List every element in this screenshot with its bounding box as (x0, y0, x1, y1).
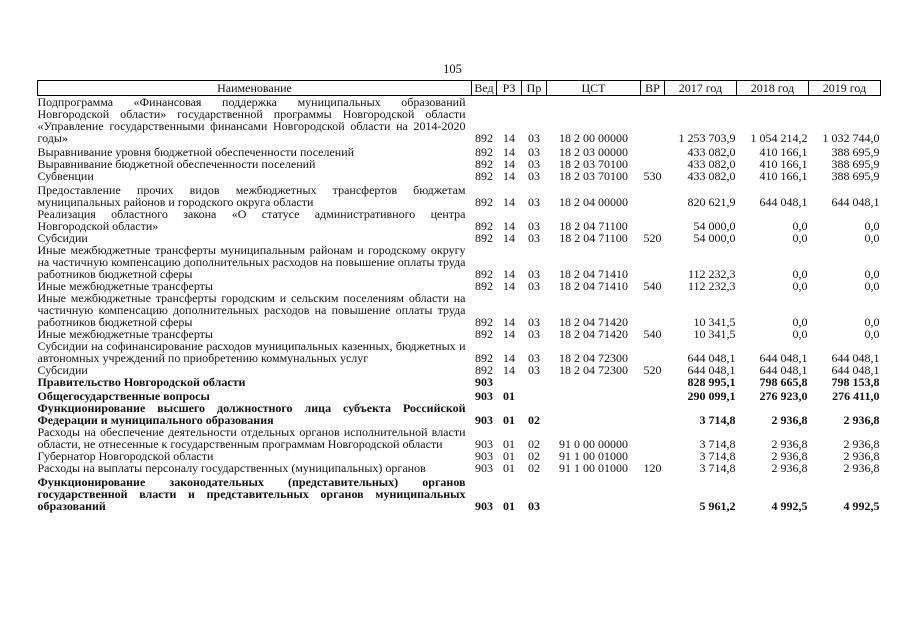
row-rz: 14 (503, 231, 515, 245)
row-name: Иные межбюджетные трансферты (37, 327, 213, 341)
row-rz: 14 (503, 195, 515, 209)
row-value-2019: 0,0 (864, 279, 880, 293)
row-value-2018: 0,0 (792, 231, 808, 245)
row-value-2019: 0,0 (864, 315, 880, 329)
header-ved: Вед (472, 81, 497, 96)
row-ved: 892 (475, 327, 493, 341)
row-value-2017: 10 341,5 (693, 327, 736, 341)
row-cst (547, 402, 641, 426)
row-value-2018: 644 048,1 (759, 195, 808, 209)
row-value-2017: 3 714,8 (699, 413, 736, 427)
row-name: Субвенции (37, 169, 94, 183)
row-name: Иные межбюджетные трансферты городским и сельским поселениям области на частичную компенсацию дополнительных расходов на повышение оплаты труда работников бюджетной сферы (37, 291, 466, 329)
row-name: Субсидии на софинансирование расходов муниципальных казенных, бюджетных и автономных учреждений по приобретению коммунальных услуг (37, 339, 466, 365)
row-pr (522, 376, 547, 388)
row-rz: 14 (503, 219, 515, 233)
row-cst: 91 0 00 00000 (559, 437, 628, 451)
row-value-2017: 644 048,1 (687, 363, 736, 377)
row-rz: 01 (503, 389, 515, 403)
row-vr (641, 144, 665, 158)
row-value-2017: 3 714,8 (699, 437, 736, 451)
header-pr: Пр (522, 81, 547, 96)
header-rz: РЗ (497, 81, 522, 96)
page-number: 105 (443, 62, 462, 76)
row-ved: 892 (475, 169, 493, 183)
row-vr (641, 182, 665, 208)
row-value-2017: 1 253 703,9 (678, 131, 736, 145)
row-rz: 14 (503, 169, 515, 183)
row-name: Субсидии (37, 363, 88, 377)
row-name: Расходы на выплаты персоналу государственных (муниципальных) органов (37, 461, 426, 475)
row-pr: 03 (528, 169, 540, 183)
row-ved: 903 (475, 449, 493, 463)
row-value-2019: 0,0 (864, 327, 880, 341)
row-pr: 03 (528, 145, 540, 159)
row-name: Предоставление прочих видов межбюджетных трансфертов бюджетам муниципальных районов и городского округа области (37, 183, 466, 209)
row-ved: 903 (475, 499, 493, 513)
row-vr: 530 (643, 169, 662, 183)
row-pr: 02 (528, 449, 540, 463)
row-ved: 892 (475, 315, 493, 329)
row-pr (522, 388, 547, 402)
row-ved: 903 (475, 389, 493, 403)
row-rz: 01 (503, 449, 515, 463)
row-ved: 892 (475, 231, 493, 245)
table-row (38, 376, 881, 388)
row-vr: 520 (643, 231, 662, 245)
row-pr: 03 (528, 499, 540, 513)
row-value-2019: 388 695,9 (831, 157, 880, 171)
row-value-2017: 644 048,1 (687, 351, 736, 365)
row-vr: 520 (643, 363, 662, 377)
row-value-2019: 0,0 (864, 267, 880, 281)
row-value-2017: 433 082,0 (687, 145, 736, 159)
row-ved: 892 (475, 157, 493, 171)
row-value-2019: 2 936,8 (843, 449, 880, 463)
row-pr: 02 (528, 413, 540, 427)
row-rz: 14 (503, 157, 515, 171)
row-ved: 892 (475, 363, 493, 377)
row-pr: 03 (528, 351, 540, 365)
row-name: Правительство Новгородской области (37, 375, 246, 389)
row-value-2019: 276 411,0 (832, 389, 880, 403)
row-value-2018: 2 936,8 (771, 461, 808, 475)
row-ved: 903 (475, 375, 493, 389)
row-rz: 14 (503, 315, 515, 329)
row-cst (547, 388, 641, 402)
row-value-2019: 0,0 (864, 219, 880, 233)
row-vr (641, 208, 665, 232)
row-rz: 01 (503, 461, 515, 475)
row-cst: 18 2 04 72300 (559, 363, 628, 377)
row-cst: 18 2 04 71100 (559, 231, 628, 245)
row-vr (641, 376, 665, 388)
row-vr: 540 (643, 327, 662, 341)
row-name: Функционирование высшего должностного лица субъекта Российской Федерации и муниципального образования (37, 401, 466, 427)
table-body (38, 96, 881, 513)
row-value-2019: 644 048,1 (831, 351, 880, 365)
row-name: Иные межбюджетные трансферты (37, 279, 213, 293)
row-value-2018: 410 166,1 (759, 169, 808, 183)
row-rz: 14 (503, 145, 515, 159)
row-ved: 892 (475, 279, 493, 293)
row-pr: 03 (528, 157, 540, 171)
row-pr: 02 (528, 461, 540, 475)
row-vr: 540 (643, 279, 662, 293)
row-value-2018: 798 665,8 (759, 375, 808, 389)
row-vr (641, 388, 665, 402)
row-ved: 892 (475, 219, 493, 233)
table-row (38, 244, 881, 280)
row-pr: 03 (528, 279, 540, 293)
row-pr: 03 (528, 315, 540, 329)
row-rz: 14 (503, 327, 515, 341)
row-value-2019: 2 936,8 (843, 413, 880, 427)
row-pr: 03 (528, 231, 540, 245)
row-value-2017: 10 341,5 (693, 315, 736, 329)
table-row (38, 340, 881, 364)
table-row (38, 462, 881, 474)
row-vr (641, 292, 665, 328)
table-row (38, 388, 881, 402)
row-value-2018: 644 048,1 (759, 363, 808, 377)
row-rz: 14 (503, 351, 515, 365)
header-cst: ЦСТ (547, 81, 641, 96)
row-name: Губернатор Новгородской области (37, 449, 214, 463)
row-vr (641, 96, 665, 145)
row-value-2019: 2 936,8 (843, 461, 880, 475)
row-value-2017: 112 232,3 (687, 279, 736, 293)
row-vr (641, 340, 665, 364)
row-value-2017: 112 232,3 (687, 267, 736, 281)
row-value-2018: 2 936,8 (771, 413, 808, 427)
row-value-2017: 54 000,0 (693, 231, 736, 245)
row-value-2017: 433 082,0 (687, 169, 736, 183)
table-row (38, 426, 881, 450)
row-rz: 01 (503, 499, 515, 513)
row-pr: 03 (528, 219, 540, 233)
header-2018: 2018 год (737, 81, 809, 96)
row-value-2017: 290 099,1 (687, 389, 736, 403)
row-name: Выравнивание уровня бюджетной обеспеченности поселений (37, 145, 355, 159)
row-value-2018: 410 166,1 (759, 157, 808, 171)
row-value-2018: 0,0 (792, 327, 808, 341)
row-ved: 892 (475, 351, 493, 365)
table-row (38, 208, 881, 232)
header-2019: 2019 год (809, 81, 881, 96)
row-ved: 903 (475, 413, 493, 427)
table-row (38, 170, 881, 182)
row-value-2018: 276 923,0 (759, 389, 808, 403)
row-vr (641, 474, 665, 512)
budget-table (37, 80, 881, 512)
row-vr: 120 (643, 461, 662, 475)
header-2017: 2017 год (665, 81, 737, 96)
row-value-2018: 0,0 (792, 279, 808, 293)
row-cst: 91 1 00 01000 (559, 461, 628, 475)
row-value-2017: 5 961,2 (699, 499, 736, 513)
row-cst: 18 2 03 70100 (559, 169, 628, 183)
row-value-2018: 2 936,8 (771, 449, 808, 463)
row-rz: 01 (503, 437, 515, 451)
row-cst: 18 2 04 71100 (559, 219, 628, 233)
row-pr: 03 (528, 195, 540, 209)
header-name: Наименование (38, 81, 472, 96)
row-value-2017: 3 714,8 (699, 461, 736, 475)
row-value-2017: 820 621,9 (687, 195, 736, 209)
row-value-2019: 798 153,8 (831, 375, 880, 389)
row-pr: 03 (528, 131, 540, 145)
table-row (38, 158, 881, 170)
row-value-2019: 1 032 744,0 (822, 131, 880, 145)
row-cst: 91 1 00 01000 (559, 449, 628, 463)
row-cst (547, 474, 641, 512)
row-value-2018: 0,0 (792, 315, 808, 329)
row-name: Иные межбюджетные трансферты муниципальным районам и городскому округу на частичную компенсацию дополнительных расходов на повышение оплаты труда работников бюджетной сферы (37, 243, 466, 281)
row-cst: 18 2 04 71420 (559, 315, 628, 329)
row-name: Реализация областного закона «О статусе административного центра Новгородской области» (37, 207, 466, 233)
row-cst: 18 2 03 00000 (559, 145, 628, 159)
row-value-2017: 433 082,0 (687, 157, 736, 171)
row-value-2019: 4 992,5 (843, 499, 880, 513)
row-vr (641, 402, 665, 426)
row-value-2017: 3 714,8 (699, 449, 736, 463)
row-name: Функционирование законодательных (представительных) органов государственной власти и представительных органов муниципальных образований (37, 475, 466, 513)
row-pr: 03 (528, 363, 540, 377)
row-pr: 02 (528, 437, 540, 451)
row-ved: 892 (475, 131, 493, 145)
row-value-2019: 2 936,8 (843, 437, 880, 451)
row-rz (497, 376, 522, 388)
table-header-row (38, 81, 881, 96)
row-cst: 18 2 04 00000 (559, 195, 628, 209)
row-cst: 18 2 00 00000 (559, 131, 628, 145)
row-rz: 14 (503, 363, 515, 377)
row-ved: 892 (475, 267, 493, 281)
row-cst: 18 2 03 70100 (559, 157, 628, 171)
row-value-2018: 1 054 214,2 (750, 131, 808, 145)
row-cst: 18 2 04 72300 (559, 351, 628, 365)
table-row (38, 402, 881, 426)
row-cst: 18 2 04 71410 (559, 267, 628, 281)
row-value-2019: 388 695,9 (831, 169, 880, 183)
row-name: Выравнивание бюджетной обеспеченности поселений (37, 157, 316, 171)
row-rz: 14 (503, 131, 515, 145)
row-ved: 892 (475, 195, 493, 209)
row-value-2019: 0,0 (864, 231, 880, 245)
row-name: Субсидии (37, 231, 88, 245)
row-name: Подпрограмма «Финансовая поддержка муниципальных образований Новгородской области» государственной программы Новгородской области «Управление государственными финансами Новгородской области на 2014-2020 годы» (37, 95, 466, 145)
row-value-2017: 54 000,0 (693, 219, 736, 233)
row-value-2019: 644 048,1 (831, 363, 880, 377)
row-pr: 03 (528, 327, 540, 341)
row-vr (641, 426, 665, 450)
row-value-2018: 2 936,8 (771, 437, 808, 451)
row-rz: 14 (503, 267, 515, 281)
table-row (38, 474, 881, 512)
row-value-2019: 644 048,1 (831, 195, 880, 209)
table-row (38, 182, 881, 208)
row-value-2018: 644 048,1 (759, 351, 808, 365)
row-pr: 03 (528, 267, 540, 281)
row-name: Общегосударственные вопросы (37, 389, 210, 403)
row-value-2018: 0,0 (792, 267, 808, 281)
row-vr (641, 244, 665, 280)
header-vr: ВР (641, 81, 665, 96)
row-cst: 18 2 04 71420 (559, 327, 628, 341)
row-value-2018: 4 992,5 (771, 499, 808, 513)
table-row (38, 144, 881, 158)
row-cst: 18 2 04 71410 (559, 279, 628, 293)
row-value-2019: 388 695,9 (831, 145, 880, 159)
row-ved: 903 (475, 461, 493, 475)
row-value-2018: 0,0 (792, 219, 808, 233)
row-rz: 01 (503, 413, 515, 427)
row-name: Расходы на обеспечение деятельности отдельных органов исполнительной власти области, не отнесенные к государственным программам Новгородской области (37, 425, 466, 451)
row-value-2017: 828 995,1 (687, 375, 736, 389)
row-ved: 903 (475, 437, 493, 451)
table-row (38, 96, 881, 145)
row-cst (547, 376, 641, 388)
row-rz: 14 (503, 279, 515, 293)
row-value-2018: 410 166,1 (759, 145, 808, 159)
table-row (38, 292, 881, 328)
row-ved: 892 (475, 145, 493, 159)
